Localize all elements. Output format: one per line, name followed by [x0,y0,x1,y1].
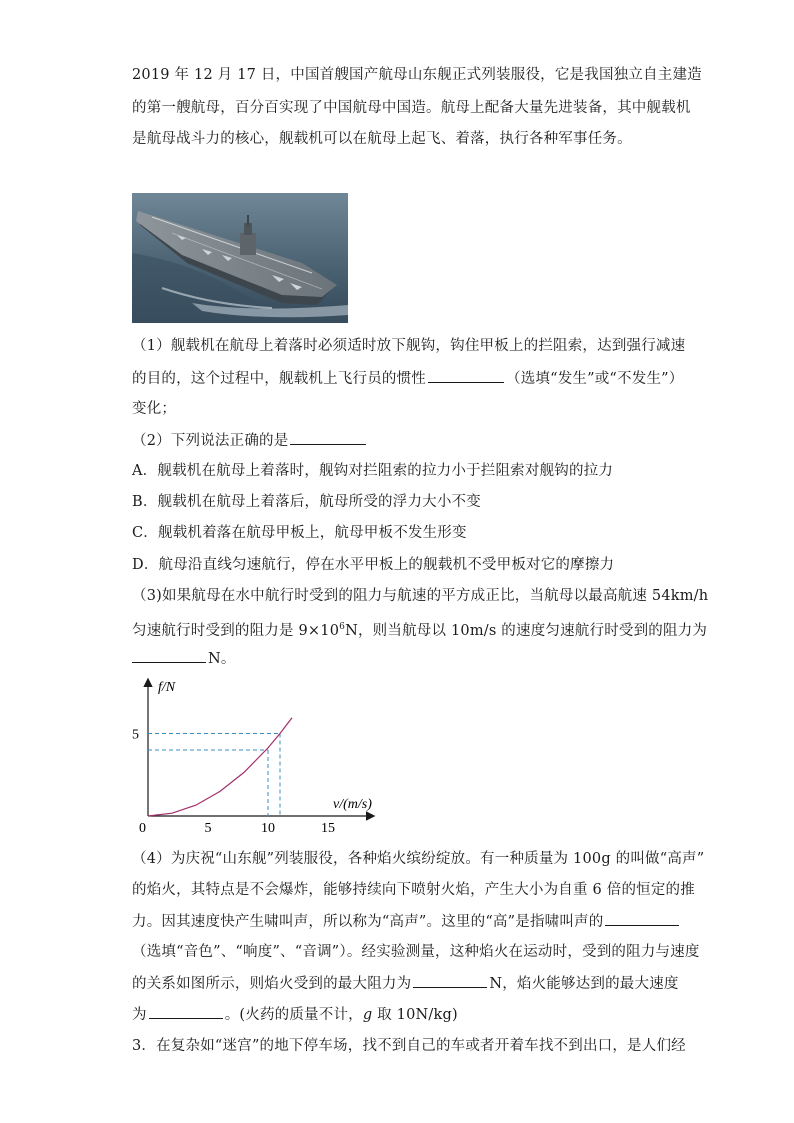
aircraft-carrier-photo [132,193,348,323]
q1-line-3: 变化； [132,401,177,417]
x-tick-label-2: 15 [321,821,335,836]
force-velocity-chart [128,672,388,842]
q2-option-b: B．舰载机在航母上着落后，航母所受的浮力大小不变 [132,494,481,510]
q4-line-2: 的焰火，其特点是不会爆炸，能够持续向下喷射火焰，产生大小为自重 6 倍的恒定的推 [132,882,695,898]
q2-answer-blank[interactable] [290,430,366,445]
q4-line-5 [132,973,679,994]
q4-max-speed-blank[interactable] [149,1004,223,1019]
q1-line-2 [132,368,683,389]
q4-line-6 [132,1004,458,1025]
q3-line-3 [132,648,236,669]
q1-line-1: （1）舰载机在航母上着落时必须适时放下舰钩，钩住甲板上的拦阻索，达到强行减速 [132,338,686,354]
q4-line-6-text-c: 取 10N/kg) [372,1007,458,1023]
q4-line-4: （选填“音色”、“响度”、“音调”）。经实验测量，这种焰火在运动时，受到的阻力与速度 [132,944,700,960]
origin-label: 0 [139,821,146,836]
x-tick-label-1: 10 [261,821,275,836]
x-axis-label: v/(m/s) [333,797,372,812]
q3-line-2 [132,617,707,641]
q5-line-1: 3．在复杂如“迷宫”的地下停车场，找不到自己的车或者开着车找不到出口，是人们经 [132,1038,686,1054]
q2-option-c: C．舰载机着落在航母甲板上，航母甲板不发生形变 [132,525,467,541]
q3-unit: N。 [208,651,236,667]
q2-option-a: A．舰载机在航母上着落时，舰钩对拦阻索的拉力小于拦阻索对舰钩的拉力 [132,463,614,479]
q4-line-5-text-b: N，焰火能够达到的最大速度 [489,976,679,992]
q3-exponent: 6 [339,622,346,632]
q3-line-2-text-b: N，则当航母以 10m/s 的速度匀速航行时受到的阻力为 [345,622,708,639]
q4-line-3 [132,911,681,932]
q4-g-symbol: g [362,1007,373,1023]
q4-line-5-text-a: 的关系如图所示，则焰火受到的最大阻力为 [132,976,412,992]
q1-answer-blank[interactable] [428,368,504,383]
q1-line-2-text-b: （选填“发生”或“不发生”） [506,371,684,387]
x-tick-label-0: 5 [204,821,212,836]
q1-line-2-text-a: 的目的，这个过程中，舰载机上飞行员的惯性 [132,371,426,387]
series-curve [148,718,292,816]
q2-option-d: D．航母沿直线匀速航行，停在水平甲板上的舰载机不受甲板对它的摩擦力 [132,557,615,573]
q4-line-3-text: 力。因其速度快产生啸叫声，所以称为“高声”。这里的“高”是指啸叫声的 [132,914,604,930]
y-axis-label: f/N [158,680,176,695]
q4-max-force-blank[interactable] [413,973,487,988]
q4-pitch-blank[interactable] [605,911,679,926]
q4-line-6-text-a: 为 [132,1007,147,1023]
intro-line-2: 的第一艘航母，百分百实现了中国航母中国造。航母上配备大量先进装备，其中舰载机 [132,100,691,116]
q4-line-1: （4）为庆祝“山东舰”列装服役，各种焰火缤纷绽放。有一种质量为 100g 的叫做“高声” [132,851,705,867]
q3-line-1: （3)如果航母在水中航行时受到的阻力与航速的平方成正比，当航母以最高航速 54km/h [132,588,709,604]
intro-line-3: 是航母战斗力的核心，舰载机可以在航母上起飞、着落，执行各种军事任务。 [132,131,632,147]
q3-answer-blank[interactable] [132,648,206,663]
intro-line-1: 2019 年 12 月 17 日，中国首艘国产航母山东舰正式列装服役，它是我国独立自主建造 [132,67,702,83]
q2-stem-text: （2）下列说法正确的是 [132,433,289,449]
q2-stem [132,430,368,451]
y-tick-label-0: 5 [132,727,139,743]
q3-line-2-text-a: 匀速航行时受到的阻力是 9×10 [132,622,340,639]
q4-line-6-text-b: 。(火药的质量不计， [224,1007,363,1023]
